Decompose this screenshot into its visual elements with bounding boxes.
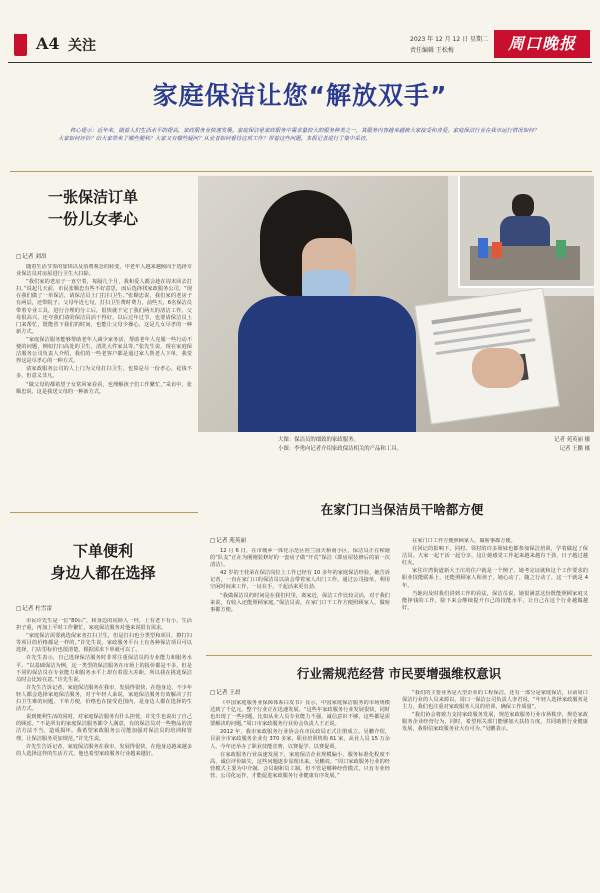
story1-paragraph: 请家政服务公司的人上门为父母打扫卫生，也算是尽一份孝心，花钱不多，但意义非凡。: [16, 366, 192, 380]
big-caption: 大图：保洁员的细致的家政服务。: [278, 437, 359, 443]
story2-paragraph: “家庭保洁需要就选保家务打扫卫生，但是打扫也分类型和项目，擦打扫等项目的价格都是一样的。”许先生说，家政服务平台上有各种保洁项目可以选择，门店里标价也很清楚，根据需求下单就可以了。: [16, 633, 192, 654]
story4-paragraph: 2012 年，我市家政服务行业协会在市民政局正式注册成立。吴鹏介绍，目前全市家政服务企业有 370 多家，职业培训机构 61 家，从业人员 15 万余人，今年还举办了职业技能竞赛，以赛促学、以赛促训。: [210, 729, 390, 750]
header-rule: [8, 62, 592, 63]
story1-title-line2: 一份儿女孝心: [47, 210, 138, 228]
story1-paragraph: “做父母的都希望子女常回家看看，也理解孩子们工作繁忙，”采访中，张顺忠说，这是我送父母的一种新方式。: [16, 381, 192, 395]
story1-paragraph: 随着生活节奏的加快以及消费观念的转变，中老年人越来越倾向于选择专业保洁员对房屋进行卫生大扫除。: [16, 264, 192, 278]
story2-paragraph: 市民许先生是一位“80后”，和身边的同龄人一样，上有老下有小，生活担子重，再加上平时工作繁忙，家庭保洁服务对他来说很有需求。: [16, 618, 192, 632]
story1-paragraph: “我们家的老房子一直空着，每隔几个月，我和爱人都会趁在周末回去打扫。”说起几天前，市民张顺忠有些不好意思，而后选择找家政服务公司。“现在我们做了一单保洁，请保洁员上门打扫卫生。”张顺忠说，我们家的老房子有两层，还带院子。父母年近七旬，打扫卫生费时费力，前些天，6名保洁员带着专业工具，进行合理的分工后，很快就干完了我们两天的清洁工作。父母很高兴，还夸我们请的保洁员活干得好，以后过年过节，也要请保洁员上门来帮忙，既能省下我们的时间，也能让父母少操心，这是儿女尽孝的一种新方式。: [16, 279, 192, 335]
story4-paragraph: 《中国家庭服务业保障体系白皮书》显示，中国家庭保洁服务的市场规模达到了千亿元，整个行业正在迅速发展。“这些年家政服务行业发展很快，同时也出现了一些问题，比如从业人员专业能力不强，诚信意识不够，这些都是需要解决的问题。”周口市家政服务行业协会负责人王正说。: [210, 700, 390, 728]
masthead-logo: 周口晚报: [494, 30, 590, 58]
lead-paragraph: [58, 127, 542, 143]
story3-title: 在家门口当保洁员干啥都方便: [320, 502, 484, 517]
photo-hand: [472, 348, 524, 388]
section-name: 关注: [68, 38, 96, 54]
story3-paragraph: 42 岁的王桂荣在保洁岗位上工作已经有 10 多年的家庭保洁经验，她告诉记者，一直在家门口的保洁员以前会带着家人出门工作，通过公司接单，利用空闲时间来工作，一证在手，干起活来更有劲。: [210, 570, 390, 591]
story3-paragraph: 家住许湾街道新大王庄的住户就是一个例子。她考完证就和这个工作要求的职业技能联系上，还能照顾家人和孩子，她心动了，随之行动了，这一干就是 4 年。: [402, 568, 588, 589]
story2-title-line2: 身边人都在选择: [50, 564, 156, 582]
story1-byline: □ 记者 刘昂: [16, 252, 46, 260]
small-caption-row: [278, 445, 590, 454]
story2-paragraph: 说到便利生活的同时，对家庭保洁服务有什么担忧，许先生也说出了自己的顾虑。“不是所有的家庭保洁服务都令人满意，有的保洁员对一些物品的清洁方法不当，造成损坏。我希望家政服务公司能加强对保洁员的培训和管理，让保洁服务更加规范。”许先生说。: [16, 714, 192, 742]
story3-paragraph: 在回记的影响下，同村、邻村的许多姐妹也都参加保洁培训，学着做起了保洁员。大家一起干活一起分享，这让她感觉工作起来越来越有干劲，日子越过越红火。: [402, 546, 588, 567]
small-caption: 小图：李勇向记者介绍家政保洁相关的产品和工具。: [278, 446, 402, 452]
story3-byline: □ 记者 苑英丽: [210, 536, 246, 544]
small-credit: 记者 王鹏 摄: [559, 446, 590, 452]
story4-paragraph: “我们的主要业务是大型企业的工程保洁，还有一部分是家庭保洁，目前周口保洁行业的人员来源以，周口一保洁公司负责人李君说，“年轻人选择家政服务是主力，我们也注重对家政服务人员的培训，确保工作质量”。: [402, 690, 588, 711]
story1-title: [8, 186, 178, 230]
photo-cleaner-body: [238, 296, 416, 432]
story2-byline: □ 记者 杜雪雷: [16, 604, 52, 612]
main-title: 家庭保洁让您“解放双手”: [152, 81, 448, 110]
lead-text: 核心提示：近年来，随着人们生活水平的提高，家政服务业快速发展。家庭保洁是家政服务中需求量较大的服务种类之一，其服务内容越来越被大家接受和喜爱。家庭保洁行业在我市运行情况如何？大家如何评价？给大家带来了哪些便利？大家又有哪些疑问？从业者如何看待这项工作？带着这些问题，本报记者进行了集中采访。: [58, 128, 539, 142]
story2-title-line1: 下单便利: [72, 542, 133, 560]
story3-paragraph: “我做保洁员的时间是在我们村里，离家近，保洁工作比较灵活，对于我们来说，有收入还能照顾家庭。”保洁员说，在家门口干工作方便照顾家人，做啥事都方便。: [210, 592, 390, 613]
story4-title: 行业需规范经营 市民要增强维权意识: [296, 666, 502, 681]
story2-paragraph: 许先生告诉记者，家庭保洁服务在我市，发展得很快，在他身边越来越多的人选择这样的生活方式，他也希望家政服务行业越来越好。: [16, 743, 192, 757]
big-caption-row: [278, 436, 590, 445]
story4-body-right: [402, 690, 588, 884]
story2-body: [16, 618, 192, 884]
story4-paragraph: 在家政服务行业高速发展下，家庭保洁企业规模偏小、服务标准化程度不高、诚信评价缺失，这些问题逐步显现出来。吴鹏说。“周口家政服务行业的经营模式主要为中介制、会员制和员工制，但不管是哪种经营模式，只有专业经营、公司化运作，才能促进家政服务行业健康有序发展。”: [210, 751, 390, 779]
story2-title: [8, 540, 198, 584]
date-line: 2023 年 12 月 12 日 星期二: [410, 36, 488, 43]
story4-paragraph: “我们协会将致力支持家政服务发展，规范家政服务行业市场秩序，规范家政服务企业经营行为，同时，希望相关部门能够加大扶持力度，共同助推行业健康发展，我相信家政服务业大有可为。”吴鹏表示。: [402, 712, 588, 733]
inset-photo: [458, 176, 594, 288]
story2-paragraph: 许先生表示，自己选择保洁服务时非常注重保洁员的专业能力和服务水平。“以基础保洁为例，这一类型的保洁服务在市场上的报价都是不多，但是不同的保洁员在专业能力和服务水平上却有着很大差距，所以我在挑选保洁员时会比较在意。”许先生说。: [16, 655, 192, 683]
main-photo: [198, 176, 594, 432]
story3-body-left: [210, 548, 390, 646]
story1-paragraph: “家庭保洁服务能够帮助老年人减少家务活，帮助老年人克服一些行动不便的问题，例如打扫高处的卫生、清洗大件家具等。”张先生说，现在家庭保洁服务公司负责人介绍，我们的一些老客户都是通过家人帮老人下单，我觉得这是尽孝心的一种方式。: [16, 336, 192, 365]
big-credit: 记者 苑英丽 摄: [554, 437, 590, 443]
story2-paragraph: 许先生告诉记者，家庭保洁服务在我市，发展得很快，在他身边，不少年轻人都会选择家庭保洁服务，对于年轻人来说，家庭保洁服务有效解决了打扫卫生难的问题，下单方便，价格也在接受范围内，是身边人都在选择的生活方式。: [16, 684, 192, 713]
lead-rule: [10, 171, 592, 172]
story4-rule: [206, 655, 592, 656]
story2-rule: [10, 512, 198, 513]
story3-body-right: [402, 538, 588, 646]
story3-paragraph: 在家门口工作方便照顾家人，做啥事都方便。: [412, 538, 516, 544]
section-marker: [14, 34, 27, 56]
photo-captions: [278, 436, 590, 454]
section-number: A4: [36, 34, 60, 53]
story4-byline: □ 记者 王晨: [210, 688, 240, 696]
section-header: [6, 26, 594, 62]
story1-title-line1: 一张保洁订单: [47, 188, 138, 206]
story3-paragraph: 12 月 6 日，在市城乡一体化示范区桂兰园天桥南小区，保洁员正在和她的“队友”正在为刚刚装修好的一套房子做“开荒”保洁（即房屋装修后的第一次清洁）。: [210, 548, 390, 569]
story1-body: [16, 264, 192, 500]
story3-paragraph: 当她向及时我们讲到工作的看法，保洁员说，她很满意这份既能照顾家庭又能挣钱的工作，除下来会继续提升自己的技能水平，让自己在这个行业越做越好。: [402, 590, 588, 611]
story4-body-left: [210, 700, 390, 884]
editor-line: 责任编辑 王松梅: [410, 47, 454, 54]
